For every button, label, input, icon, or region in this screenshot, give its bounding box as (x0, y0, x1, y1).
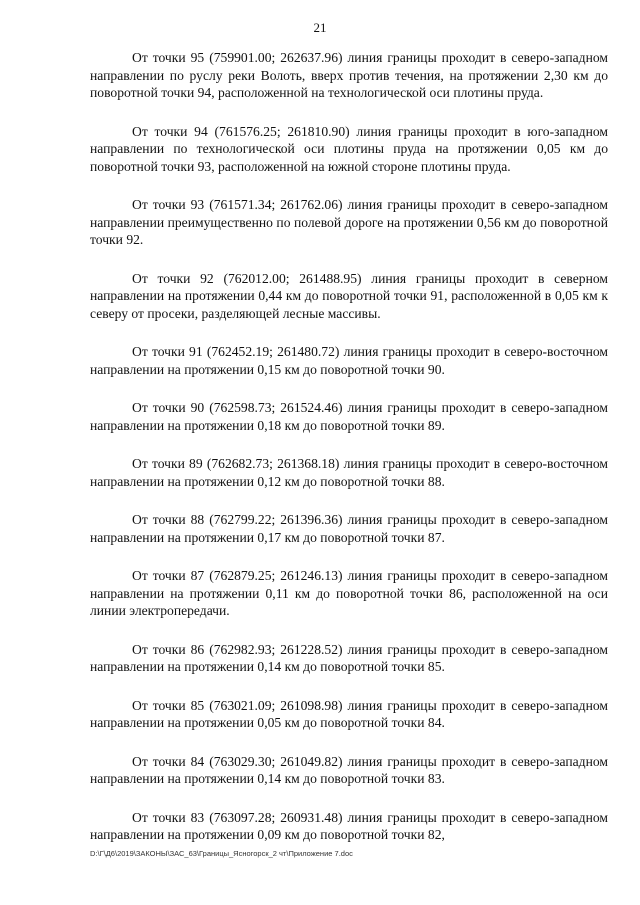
paragraph-point-91: От точки 91 (762452.19; 261480.72) линия границы проходит в северо-восточном направлении на протяжении 0,15 км до поворотной точки 90. (90, 344, 608, 377)
document-body (90, 49, 608, 865)
paragraph-point-95: От точки 95 (759901.00; 262637.96) линия границы проходит в северо-западном направлении по руслу реки Волоть, вверх против течения, на протяжении 2,30 км до поворотной точки 94, расположенной на технологической оси плотины пруда. (90, 50, 608, 100)
paragraph-point-89: От точки 89 (762682.73; 261368.18) линия границы проходит в северо-восточном направлении на протяжении 0,12 км до поворотной точки 88. (90, 456, 608, 489)
paragraph-point-84: От точки 84 (763029.30; 261049.82) линия границы проходит в северо-западном направлении на протяжении 0,14 км до поворотной точки 83. (90, 753, 608, 786)
paragraph-point-85: От точки 85 (763021.09; 261098.98) линия границы проходит в северо-западном направлении на протяжении 0,05 км до поворотной точки 84. (90, 697, 608, 730)
paragraph-point-94: От точки 94 (761576.25; 261810.90) линия границы проходит в юго-западном направлении по технологической оси плотины пруда на протяжении 0,05 км до поворотной точки 93, расположенной на южной стороне плотины пруда. (90, 123, 608, 174)
paragraph-point-88: От точки 88 (762799.22; 261396.36) линия границы проходит в северо-западном направлении на протяжении 0,17 км до поворотной точки 87. (90, 512, 608, 545)
paragraph-point-92: От точки 92 (762012.00; 261488.95) линия границы проходит в северном направлении на протяжении 0,44 км до поворотной точки 91, расположенной в 0,05 км к северу от просеки, разделяющей лесные массивы. (90, 270, 608, 321)
footer-file-path: D:\Г\Д6\2019\ЗАКОНЫ\ЗАС_63\Границы_Ясногорск_2 чт\Приложение 7.doc (90, 849, 353, 858)
paragraph-point-83: От точки 83 (763097.28; 260931.48) линия границы проходит в северо-западном направлении на протяжении 0,09 км до поворотной точки 82, (90, 809, 608, 842)
page-number: 21 (313, 20, 327, 35)
paragraph-point-93: От точки 93 (761571.34; 261762.06) линия границы проходит в северо-западном направлении преимущественно по полевой дороге на протяжении 0,56 км до поворотной точки 92. (90, 197, 608, 247)
paragraph-point-87: От точки 87 (762879.25; 261246.13) линия границы проходит в северо-западном направлении на протяжении 0,11 км до поворотной точки 86, расположенной на оси линии электропередачи. (90, 568, 608, 618)
paragraph-point-90: От точки 90 (762598.73; 261524.46) линия границы проходит в северо-западном направлении на протяжении 0,18 км до поворотной точки 89. (90, 400, 608, 433)
paragraph-point-86: От точки 86 (762982.93; 261228.52) линия границы проходит в северо-западном направлении на протяжении 0,14 км до поворотной точки 85. (90, 641, 608, 674)
